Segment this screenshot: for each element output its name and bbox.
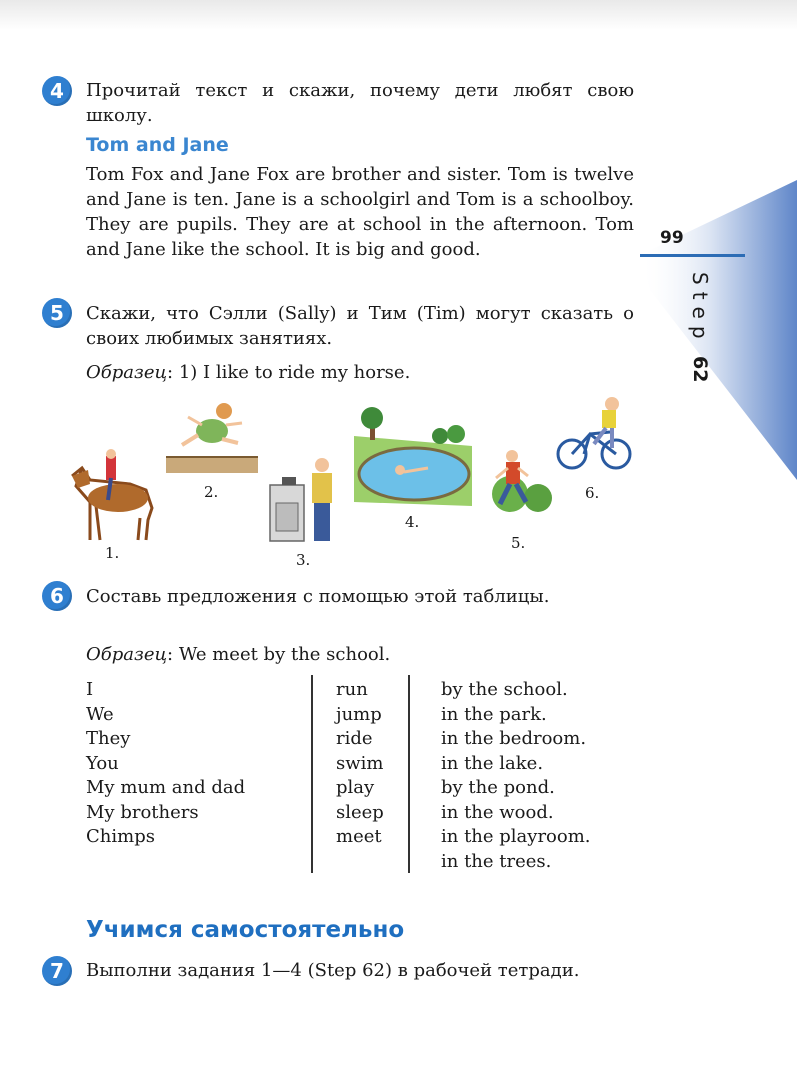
table-cell: I xyxy=(86,679,94,700)
page-number-rule xyxy=(640,254,745,257)
picture-4-caption: 4. xyxy=(405,513,420,531)
story-text: Tom Fox and Jane Fox are brother and sister. Tom is twelve and Jane is ten. Jane is a schoolgirl and Tom is a schoolboy. They are pupils. They are at school in the afternoon. Tom and Jane like the school. It is big and good. xyxy=(86,164,634,260)
sample-label: Образец xyxy=(86,644,168,665)
story-title: Tom and Jane xyxy=(86,134,229,156)
table-cell: meet xyxy=(336,826,382,847)
table-cell: in the playroom. xyxy=(441,826,591,847)
table-cell: in the bedroom. xyxy=(441,728,587,749)
table-cell: My brothers xyxy=(86,801,199,823)
table-cell: jump xyxy=(336,703,382,725)
girl-riding-horse-icon xyxy=(60,448,160,543)
picture-2-caption: 2. xyxy=(204,483,219,501)
table-cell: My mum and dad xyxy=(86,777,246,798)
exercise-5-instruction: Скажи, что Сэлли (Sally) и Тим (Tim) могут сказать о своих любимых занятиях. xyxy=(86,303,634,349)
table-cell: in the wood. xyxy=(441,801,554,823)
table-cell: in the trees. xyxy=(441,850,552,872)
places-column xyxy=(441,678,591,874)
table-cell: in the park. xyxy=(441,703,547,725)
exercise-7-instruction: Выполни задания 1—4 (Step 62) в рабочей тетради. xyxy=(86,960,580,981)
table-cell: You xyxy=(86,752,119,774)
table-cell: We xyxy=(86,703,114,725)
exercise-6-sample: Образец: We meet by the school. xyxy=(86,644,391,665)
step-number: 62 xyxy=(689,355,711,382)
exercise-7-number: 7 xyxy=(42,956,72,986)
table-cell: run xyxy=(336,679,368,700)
table-cell: Chimps xyxy=(86,826,155,847)
exercise-4-instruction: Прочитай текст и скажи, почему дети любят свою школу. xyxy=(86,80,634,126)
top-shadow xyxy=(0,0,797,30)
section-title: Учимся самостоятельно xyxy=(86,917,405,943)
picture-1-caption: 1. xyxy=(105,544,120,562)
table-divider xyxy=(408,675,410,873)
exercise-6-instruction: Составь предложения с помощью этой таблицы. xyxy=(86,586,550,607)
boy-cooking-icon xyxy=(268,455,338,545)
step-label: Step62 xyxy=(688,272,712,382)
sample-label: Образец xyxy=(86,362,168,383)
table-cell: sleep xyxy=(336,801,384,823)
table-cell: by the school. xyxy=(441,679,568,700)
table-cell: play xyxy=(336,777,375,798)
subjects-column xyxy=(86,678,245,850)
picture-5-caption: 5. xyxy=(511,534,526,552)
page-number: 99 xyxy=(660,228,684,248)
table-cell: in the lake. xyxy=(441,752,544,774)
boy-cycling-icon xyxy=(554,394,634,476)
picture-3-caption: 3. xyxy=(296,551,311,569)
table-cell: They xyxy=(86,728,131,749)
girl-jumping-icon xyxy=(162,395,262,475)
exercise-5-number: 5 xyxy=(42,298,72,328)
exercise-4-number: 4 xyxy=(42,76,72,106)
table-cell: by the pond. xyxy=(441,777,555,798)
child-swimming-lake-icon xyxy=(348,406,478,511)
exercise-5-sample: Образец: 1) I like to ride my horse. xyxy=(86,362,411,383)
table-cell: swim xyxy=(336,752,384,774)
picture-6-caption: 6. xyxy=(585,484,600,502)
table-cell: ride xyxy=(336,728,373,749)
table-divider xyxy=(311,675,313,873)
exercise-6-number: 6 xyxy=(42,581,72,611)
boy-running-icon xyxy=(486,448,554,528)
verbs-column xyxy=(336,678,384,850)
